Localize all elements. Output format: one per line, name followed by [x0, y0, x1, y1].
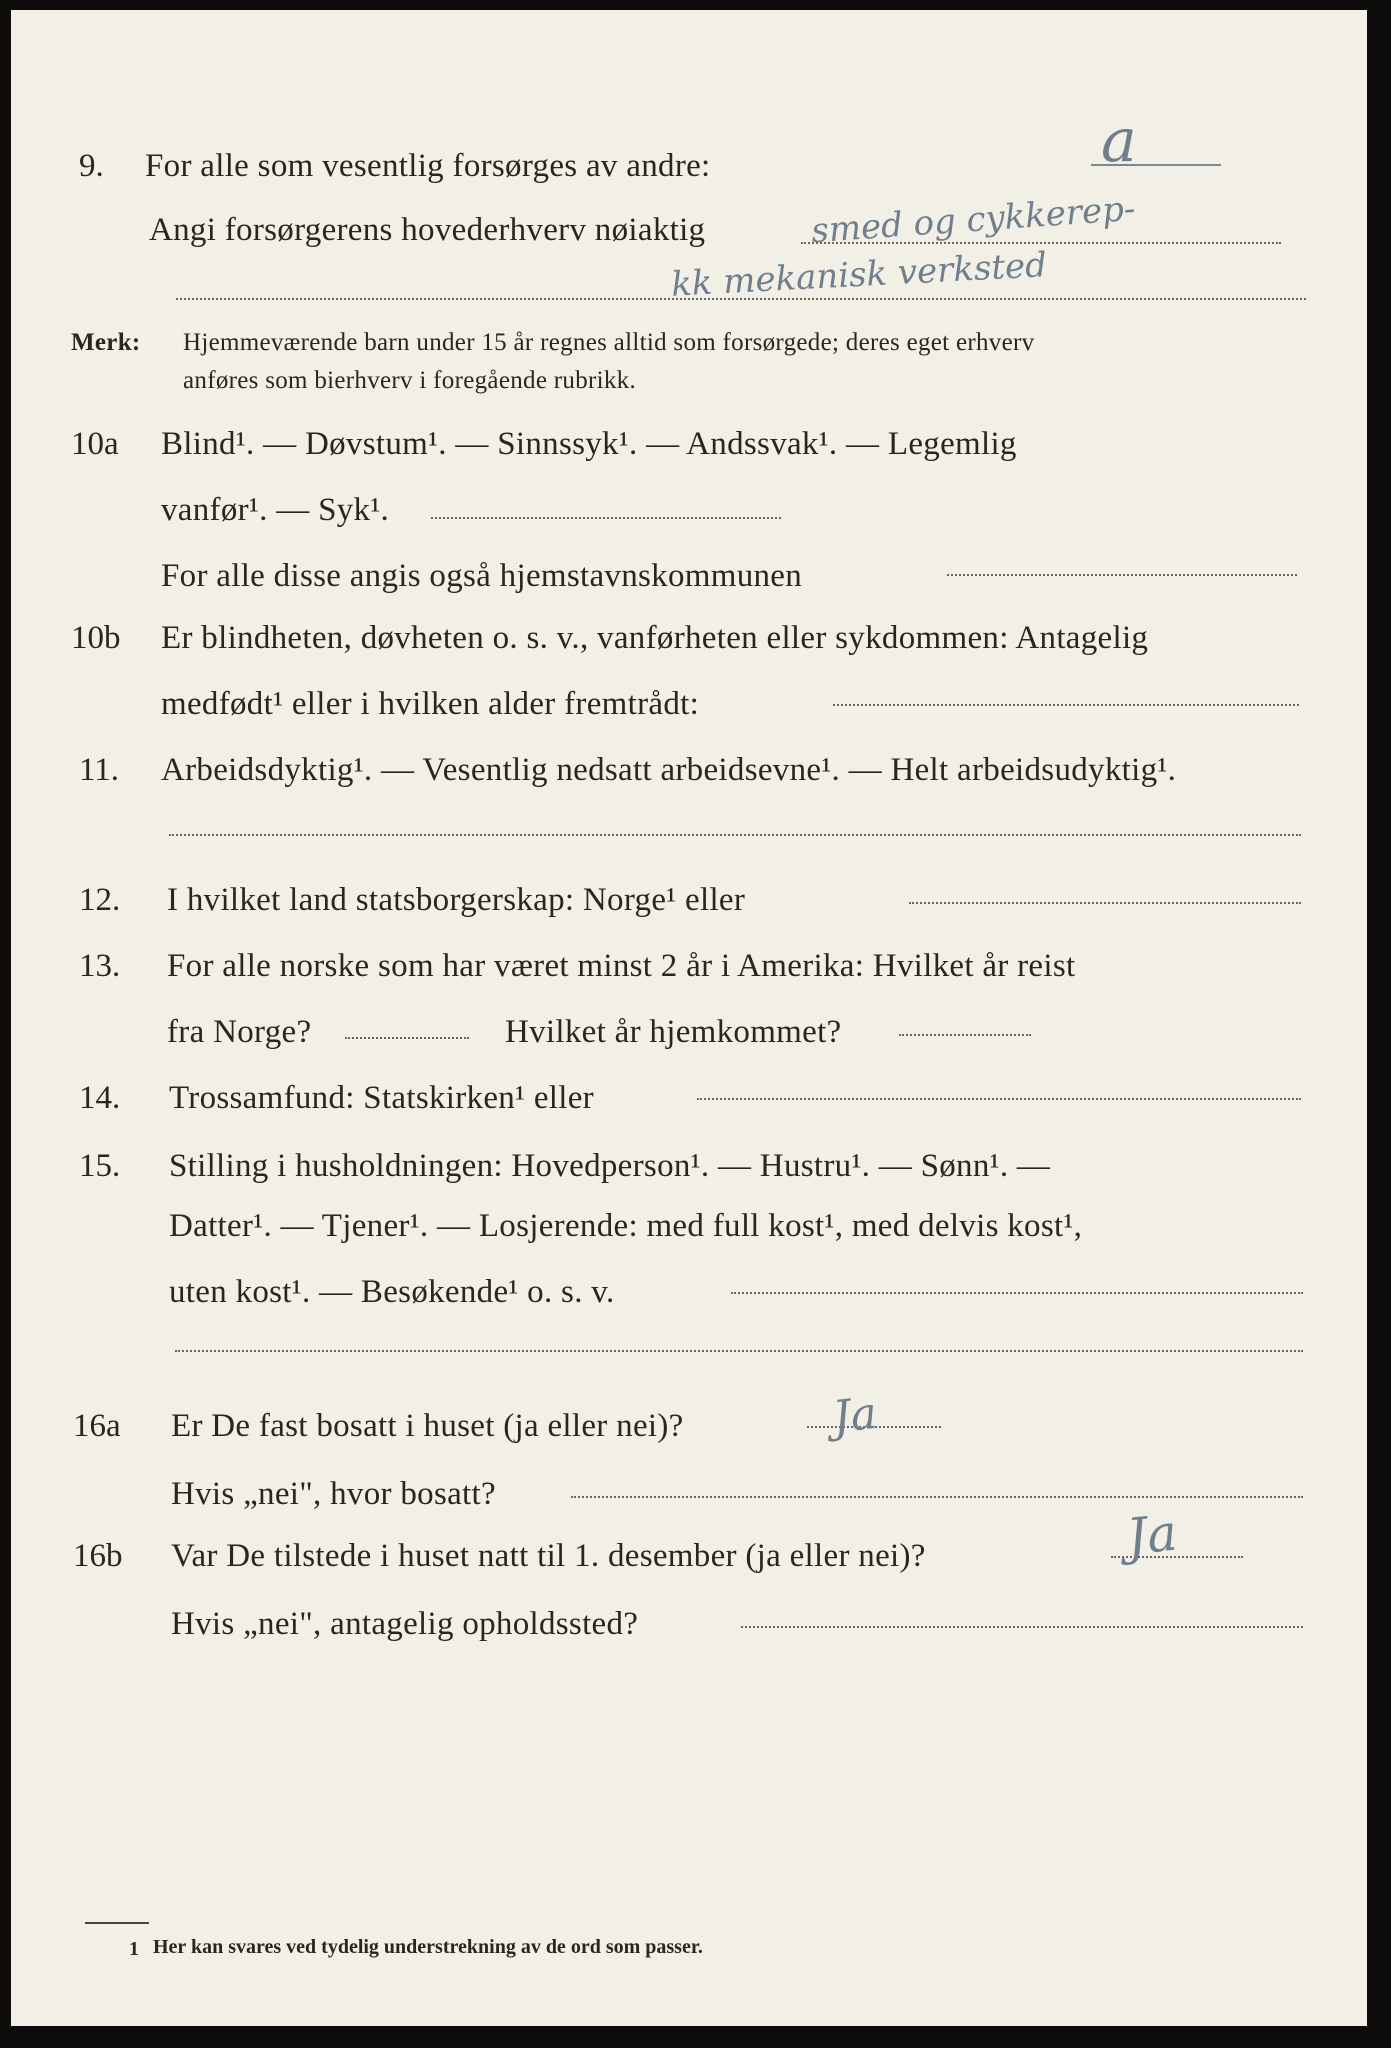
- q12-line1: I hvilket land statsborgerskap: Norge¹ eller: [167, 882, 746, 918]
- q9-answer-line1: smed og cykkerep-: [810, 188, 1137, 252]
- q16b-answer: Ja: [1124, 1503, 1180, 1567]
- q15-answer-dots: [175, 1350, 1303, 1352]
- q13-line2b: Hvilket år hjemkommet?: [505, 1014, 842, 1050]
- footnote-text: Her kan svares ved tydelig understrekning av de ord som passer.: [153, 1936, 703, 1958]
- q13-line2a-dots: [345, 1037, 469, 1039]
- q13-number: 13.: [79, 948, 121, 984]
- q9-line2: Angi forsørgerens hovederhverv nøiaktig: [149, 212, 706, 248]
- q14-number: 14.: [79, 1080, 121, 1116]
- q10b-line2-dots: [833, 704, 1299, 706]
- q9-answer-letter: a: [1101, 106, 1137, 176]
- merk-line2: anføres som bierhverv i foregående rubrikk.: [183, 367, 637, 394]
- q10b-number: 10b: [71, 620, 121, 656]
- q11-answer-dots: [169, 834, 1301, 836]
- q10a-line3-dots: [947, 574, 1297, 576]
- footnote-mark: 1: [129, 1938, 139, 1960]
- q10b-line2: medfødt¹ eller i hvilken alder fremtrådt:: [161, 686, 700, 722]
- q16a-answer: Ja: [830, 1387, 880, 1444]
- q10b-line1: Er blindheten, døvheten o. s. v., vanførheten eller sykdommen: Antagelig: [161, 620, 1149, 656]
- q16a-line2: Hvis „nei", hvor bosatt?: [171, 1476, 496, 1512]
- q15-line3-dots: [731, 1292, 1303, 1294]
- merk-line1: Hjemmeværende barn under 15 år regnes alltid som forsørgede; deres eget erhverv: [183, 329, 1035, 356]
- q16a-line1: Er De fast bosatt i huset (ja eller nei)?: [171, 1408, 684, 1444]
- q16b-line2-dots: [741, 1626, 1303, 1628]
- q13-line2a: fra Norge?: [167, 1014, 312, 1050]
- q9-answer-line2: kk mekanisk verksted: [670, 245, 1048, 305]
- q16b-number: 16b: [73, 1538, 123, 1574]
- q10a-line3: For alle disse angis også hjemstavnskommunen: [161, 558, 803, 594]
- q10a-number: 10a: [71, 426, 119, 462]
- q14-answer-dots: [697, 1098, 1301, 1100]
- q9-number: 9.: [79, 148, 104, 184]
- q16b-line2: Hvis „nei", antagelig opholdssted?: [171, 1606, 639, 1642]
- q16b-line1: Var De tilstede i huset natt til 1. desember (ja eller nei)?: [171, 1538, 926, 1574]
- merk-label: Merk:: [71, 329, 141, 356]
- footnote-rule: [85, 1922, 149, 1924]
- census-form-page: [11, 10, 1367, 2026]
- q14-line1: Trossamfund: Statskirken¹ eller: [169, 1080, 594, 1116]
- q15-line3: uten kost¹. — Besøkende¹ o. s. v.: [169, 1274, 615, 1310]
- q15-line2: Datter¹. — Tjener¹. — Losjerende: med full kost¹, med delvis kost¹,: [169, 1208, 1083, 1244]
- q13-line2b-dots: [899, 1034, 1031, 1036]
- q10a-line2-dots: [431, 517, 781, 519]
- q12-number: 12.: [79, 882, 121, 918]
- q10a-line1: Blind¹. — Døvstum¹. — Sinnssyk¹. — Andssvak¹. — Legemlig: [161, 426, 1017, 462]
- q11-line1: Arbeidsdyktig¹. — Vesentlig nedsatt arbeidsevne¹. — Helt arbeidsudyktig¹.: [161, 752, 1177, 788]
- q13-line1: For alle norske som har været minst 2 år i Amerika: Hvilket år reist: [167, 948, 1076, 984]
- q15-line1: Stilling i husholdningen: Hovedperson¹. — Hustru¹. — Sønn¹. —: [169, 1148, 1051, 1184]
- q9-line1: For alle som vesentlig forsørges av andre:: [145, 148, 711, 184]
- q16a-line2-dots: [571, 1496, 1303, 1498]
- q15-number: 15.: [79, 1148, 121, 1184]
- q11-number: 11.: [79, 752, 120, 788]
- q12-answer-dots: [909, 902, 1301, 904]
- q16a-number: 16a: [73, 1408, 121, 1444]
- q9-answer-letter-underline: [1091, 164, 1221, 166]
- q10a-line2: vanfør¹. — Syk¹.: [161, 492, 390, 528]
